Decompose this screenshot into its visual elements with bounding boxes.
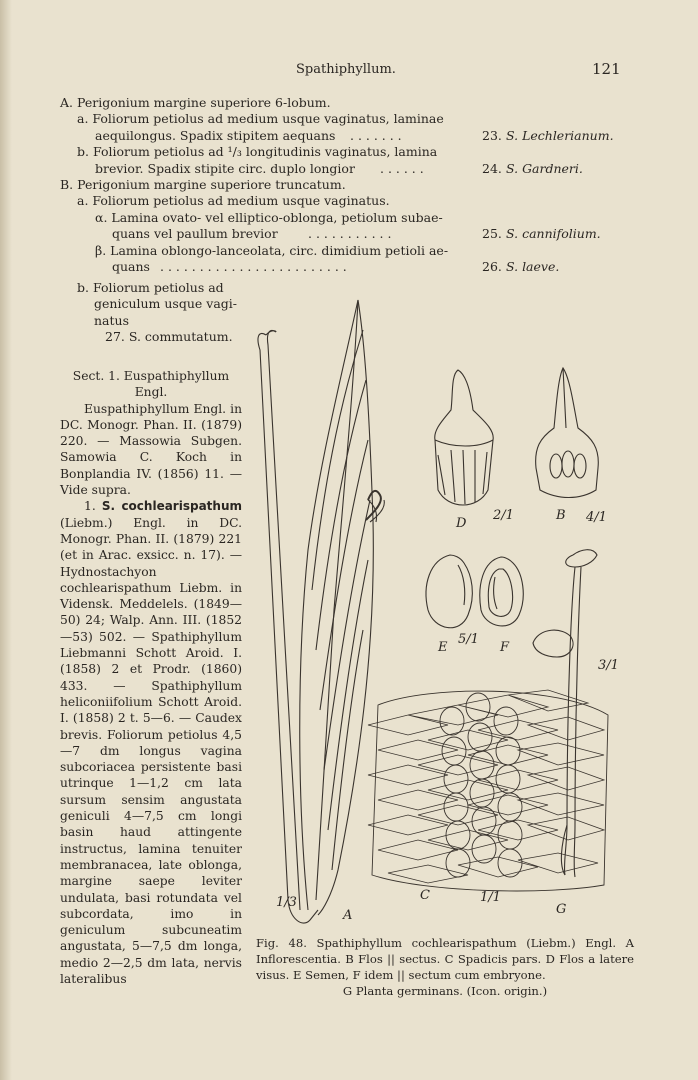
leader-dots: . . . . . . [380, 160, 424, 176]
key-line: natus [94, 312, 129, 328]
page-binding-shadow [0, 0, 12, 1080]
label-A: A [343, 908, 353, 923]
key-line: geniculum usque vagi- [94, 296, 237, 312]
label-C-scale: 1/1 [480, 890, 501, 905]
page-number: 121 [592, 60, 621, 78]
label-C: C [420, 888, 430, 903]
species-ref: S. laeve. [506, 258, 560, 274]
figure-caption [256, 935, 634, 999]
key-line: a. Foliorum petiolus ad medium usque vaginatus, laminae [77, 111, 444, 127]
key-line: 27. S. commutatum. [105, 329, 233, 345]
species-key [60, 95, 640, 275]
species-number: 1. [84, 499, 96, 514]
species-ref: S. Lechlerianum. [506, 127, 614, 143]
label-B-scale: 4/1 [586, 510, 607, 525]
key-line: b. Foliorum petiolus ad [77, 280, 224, 295]
leader-dots: . . . . . . . [350, 127, 402, 143]
key-line: brevior. Spadix stipite circ. duplo longior . . . . . . 24. S. Gardneri. [95, 160, 583, 176]
species-paragraph [60, 498, 242, 987]
label-G: G [556, 902, 567, 917]
botanical-figure [248, 290, 638, 930]
leader-dots: . . . . . . . . . . . . . . . . . . . . . . . . [160, 258, 347, 274]
label-D-scale: 2/1 [493, 508, 514, 523]
key-line: β. Lamina oblongo-lanceolata, circ. dimidium petioli ae- [95, 242, 449, 258]
label-E: E [438, 640, 448, 655]
species-key-narrow [77, 280, 252, 346]
figure-labels [248, 290, 638, 930]
key-line: quans . . . . . . . . . . . . . . . . . . . . . . . . 26. S. laeve. [112, 258, 560, 274]
species-ref: S. Gardneri. [506, 160, 583, 176]
caption-line-2: G Planta germinans. (Icon. origin.) [342, 984, 548, 998]
label-G-scale: 3/1 [598, 658, 619, 673]
running-header [0, 62, 698, 82]
section-title: Sect. 1. Euspathiphyllum Engl. [72, 369, 230, 400]
label-F: F [500, 640, 510, 655]
species-name: S. cochlearispathum [101, 499, 242, 514]
left-text-column [60, 368, 242, 987]
label-B: B [556, 508, 566, 523]
key-line: aequilongus. Spadix stipitem aequans . . . . . . . 23. S. Lechlerianum. [95, 127, 614, 143]
key-line: a. Foliorum petiolus ad medium usque vaginatus. [77, 193, 390, 209]
label-A-scale: 1/3 [276, 895, 297, 910]
key-line: α. Lamina ovato- vel elliptico-oblonga, petiolum subae- [95, 209, 443, 225]
species-ref: S. cannifolium. [506, 226, 601, 242]
synonymy-paragraph: Euspathiphyllum Engl. in DC. Monogr. Phan. II. (1879) 220. — Massowia Subgen. Samowia C. Koch in Bonplandia IV. (1856) 11. — Vide supra. [60, 401, 242, 498]
key-line: b. Foliorum petiolus ad ¹/₃ longitudinis vaginatus, lamina [77, 144, 438, 160]
species-description: (Liebm.) Engl. in DC. Monogr. Phan. II. (1879) 221 (et in Arac. exsicc. n. 17). — Hydnostachyon cochlearispathum Liebm. in Vidensk. Meddelels. (1849—50) 24; Walp. Ann. III. (1852—53) 502. — Spathiphyllum Liebmanni Schott Aroid. I. (1858) 2 et Prodr. (1860) 433. — Spathiphyllum heliconiifolium Schott Aroid. I. (1858) 2 t. 5—6. — Caudex brevis. Foliorum petiolus 4,5—7 dm longus vagina subcoriacea persistente basi utrinque 1—1,2 cm lata sursum sensim angustata geniculi 4—7,5 cm longi basin haud attingente instructus, lamina tenuiter membranacea, late oblonga, margine saepe leviter undulata, basi rotundata vel subcordata, imo in geniculum subcuneatim angustata, 5—7,5 dm longa, medio 2—2,5 dm lata, nervis lateralibus [60, 515, 242, 986]
key-line: B. Perigonium margine superiore truncatum. [60, 176, 346, 192]
label-D: D [456, 516, 467, 531]
key-line: A. Perigonium margine superiore 6-lobum. [60, 95, 331, 110]
label-EF-scale: 5/1 [458, 632, 479, 647]
key-line: quans vel paullum brevior . . . . . . . . . . . 25. S. cannifolium. [112, 226, 601, 242]
caption-line-1: Fig. 48. Spathiphyllum cochlearispathum (Liebm.) Engl. A Inflorescentia. B Flos || sectus. C Spadicis pars. D Flos a latere visus. E Semen, F idem || sectum cum embryone. [256, 936, 634, 982]
leader-dots: . . . . . . . . . . . [308, 226, 392, 242]
running-title: Spathiphyllum. [296, 62, 396, 77]
